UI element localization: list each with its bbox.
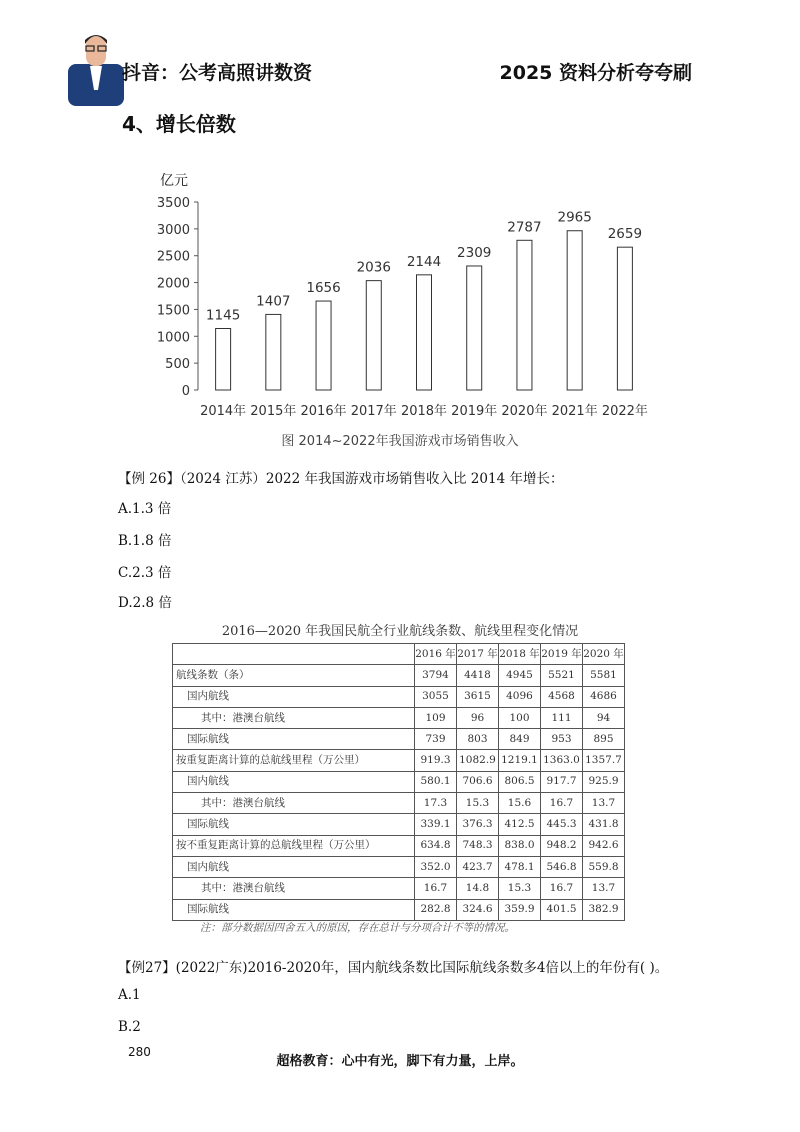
table-cell: 5521 <box>541 665 583 686</box>
x-tick-label: 2019年 <box>451 404 498 419</box>
table-cell: 559.8 <box>583 856 625 877</box>
table-cell: 634.8 <box>415 835 457 856</box>
table-row <box>173 750 625 771</box>
table-cell: 15.3 <box>457 793 499 814</box>
x-tick-label: 2018年 <box>400 404 448 419</box>
y-tick-label: 2500 <box>156 249 190 265</box>
table-cell: 1082.9 <box>457 750 499 771</box>
table-cell: 4418 <box>457 665 499 686</box>
example26-question: 【例 26】（2024 江苏）2022 年我国游戏市场销售收入比 2014 年增长： <box>118 471 564 487</box>
example27-option-a: A.1 <box>118 987 141 1003</box>
table-row-label: 按不重复距离计算的总航线里程（万公里） <box>173 835 415 856</box>
table-cell: 4945 <box>499 665 541 686</box>
bar-value-label: 1656 <box>306 280 341 297</box>
table-cell: 739 <box>415 729 457 750</box>
table-cell: 849 <box>499 729 541 750</box>
bar-value-label: 2036 <box>356 259 391 276</box>
table-cell: 1219.1 <box>499 750 541 771</box>
bar-value-label: 1407 <box>256 293 291 310</box>
table-cell: 16.7 <box>541 793 583 814</box>
header-right-title: 2025 资料分析夸夸刷 <box>499 62 692 84</box>
table-title: 2016—2020 年我国民航全行业航线条数、航线里程变化情况 <box>221 624 579 639</box>
table-row <box>173 707 625 728</box>
table-header-cell: 2019 年 <box>541 644 583 665</box>
table-header-cell: 2016 年 <box>415 644 457 665</box>
page-number: 280 <box>128 1045 151 1059</box>
example26-option-c: C.2.3 倍 <box>118 565 172 581</box>
example27-question: 【例27】(2022广东)2016-2020年，国内航线条数比国际航线条数多4倍以上的年份有( )。 <box>118 960 669 976</box>
example26-option-d: D.2.8 倍 <box>118 595 172 611</box>
table-cell: 382.9 <box>583 899 625 920</box>
table-cell: 376.3 <box>457 814 499 835</box>
y-tick-label: 0 <box>181 384 190 399</box>
table-row <box>173 878 625 899</box>
table-cell: 359.9 <box>499 899 541 920</box>
table-cell: 706.6 <box>457 771 499 792</box>
bar-value-label: 2965 <box>557 209 592 226</box>
bar-value-label: 2659 <box>607 226 643 243</box>
bar <box>266 314 281 390</box>
table-cell: 339.1 <box>415 814 457 835</box>
table-cell: 352.0 <box>415 856 457 877</box>
table-row-label: 国际航线 <box>173 899 415 920</box>
y-tick-label: 2000 <box>156 276 190 292</box>
table-cell: 412.5 <box>499 814 541 835</box>
table-cell: 16.7 <box>541 878 583 899</box>
x-tick-label: 2015年 <box>250 404 297 419</box>
table-cell: 838.0 <box>499 835 541 856</box>
presenter-avatar <box>68 30 124 106</box>
table-cell: 1357.7 <box>583 750 625 771</box>
table-cell: 94 <box>583 707 625 728</box>
table-cell: 806.5 <box>499 771 541 792</box>
table-cell: 5581 <box>583 665 625 686</box>
bar <box>417 275 432 390</box>
table-cell: 4568 <box>541 686 583 707</box>
table-cell: 803 <box>457 729 499 750</box>
table-cell: 925.9 <box>583 771 625 792</box>
table-cell: 919.3 <box>415 750 457 771</box>
table-cell: 100 <box>499 707 541 728</box>
table-cell: 3615 <box>457 686 499 707</box>
table-cell: 15.6 <box>499 793 541 814</box>
chart-unit-label: 亿元 <box>160 173 188 189</box>
x-tick-label: 2017年 <box>350 404 397 419</box>
table-cell: 748.3 <box>457 835 499 856</box>
table-cell: 580.1 <box>415 771 457 792</box>
y-tick-label: 1500 <box>156 303 190 319</box>
bar <box>316 301 331 390</box>
chart-caption: 图 2014~2022年我国游戏市场销售收入 <box>281 434 519 449</box>
x-tick-label: 2014年 <box>200 404 247 419</box>
bar <box>567 231 582 390</box>
table-cell: 895 <box>583 729 625 750</box>
bar-chart <box>150 165 660 427</box>
x-tick-label: 2016年 <box>300 404 347 419</box>
table-cell: 111 <box>541 707 583 728</box>
table-cell: 948.2 <box>541 835 583 856</box>
bar <box>467 266 482 390</box>
table-cell: 96 <box>457 707 499 728</box>
table-row-label: 航线条数（条） <box>173 665 415 686</box>
table-cell: 445.3 <box>541 814 583 835</box>
table-cell: 13.7 <box>583 878 625 899</box>
table-header-cell: 2020 年 <box>583 644 625 665</box>
bar <box>216 328 231 390</box>
y-tick-label: 1000 <box>156 330 190 346</box>
table-header-row <box>173 644 625 665</box>
table-row-label: 国内航线 <box>173 686 415 707</box>
x-tick-label: 2022年 <box>601 404 648 419</box>
y-tick-label: 3000 <box>156 222 190 238</box>
table-row-label: 国际航线 <box>173 729 415 750</box>
table-cell: 17.3 <box>415 793 457 814</box>
table-cell: 546.8 <box>541 856 583 877</box>
table-cell: 431.8 <box>583 814 625 835</box>
table-row <box>173 856 625 877</box>
bar-value-label: 1145 <box>205 307 241 324</box>
bar-value-label: 2144 <box>406 253 442 270</box>
table-header-cell <box>173 644 415 665</box>
example26-option-a: A.1.3 倍 <box>118 501 172 517</box>
table-row <box>173 793 625 814</box>
y-tick-label: 500 <box>165 357 190 373</box>
table-cell: 4686 <box>583 686 625 707</box>
header-left-title: 抖音：公考高照讲数资 <box>122 62 313 84</box>
table-cell: 3055 <box>415 686 457 707</box>
table-row <box>173 771 625 792</box>
table-row <box>173 835 625 856</box>
bar <box>517 240 532 390</box>
table-cell: 16.7 <box>415 878 457 899</box>
bar <box>617 247 632 390</box>
table-row-label: 国内航线 <box>173 856 415 877</box>
table-row <box>173 729 625 750</box>
y-tick-label: 3500 <box>156 196 190 211</box>
table-cell: 917.7 <box>541 771 583 792</box>
table-cell: 478.1 <box>499 856 541 877</box>
table-row-label: 其中：港澳台航线 <box>173 793 415 814</box>
table-cell: 4096 <box>499 686 541 707</box>
table-row-label: 国内航线 <box>173 771 415 792</box>
table-row <box>173 899 625 920</box>
table-cell: 109 <box>415 707 457 728</box>
table-cell: 3794 <box>415 665 457 686</box>
section-title: 4、增长倍数 <box>122 112 236 136</box>
table-row-label: 其中：港澳台航线 <box>173 878 415 899</box>
bar-value-label: 2309 <box>457 244 492 261</box>
table-header-cell: 2017 年 <box>457 644 499 665</box>
x-tick-label: 2021年 <box>551 404 598 419</box>
bar-value-label: 2787 <box>507 219 542 236</box>
example27-option-b: B.2 <box>118 1019 141 1035</box>
airline-data-table <box>172 643 625 921</box>
table-row <box>173 686 625 707</box>
table-cell: 14.8 <box>457 878 499 899</box>
table-row-label: 其中：港澳台航线 <box>173 707 415 728</box>
table-cell: 13.7 <box>583 793 625 814</box>
table-row-label: 国际航线 <box>173 814 415 835</box>
table-cell: 423.7 <box>457 856 499 877</box>
bar <box>366 281 381 390</box>
table-cell: 282.8 <box>415 899 457 920</box>
table-cell: 401.5 <box>541 899 583 920</box>
table-cell: 953 <box>541 729 583 750</box>
example26-option-b: B.1.8 倍 <box>118 533 172 549</box>
table-row <box>173 665 625 686</box>
x-tick-label: 2020年 <box>501 404 548 419</box>
table-note: 注：部分数据因四舍五入的原因，存在总计与分项合计不等的情况。 <box>200 922 515 934</box>
table-cell: 1363.0 <box>541 750 583 771</box>
table-row <box>173 814 625 835</box>
table-cell: 324.6 <box>457 899 499 920</box>
table-row-label: 按重复距离计算的总航线里程（万公里） <box>173 750 415 771</box>
footer-slogan: 超格教育：心中有光，脚下有力量，上岸。 <box>276 1054 524 1069</box>
table-cell: 942.6 <box>583 835 625 856</box>
table-header-cell: 2018 年 <box>499 644 541 665</box>
table-cell: 15.3 <box>499 878 541 899</box>
